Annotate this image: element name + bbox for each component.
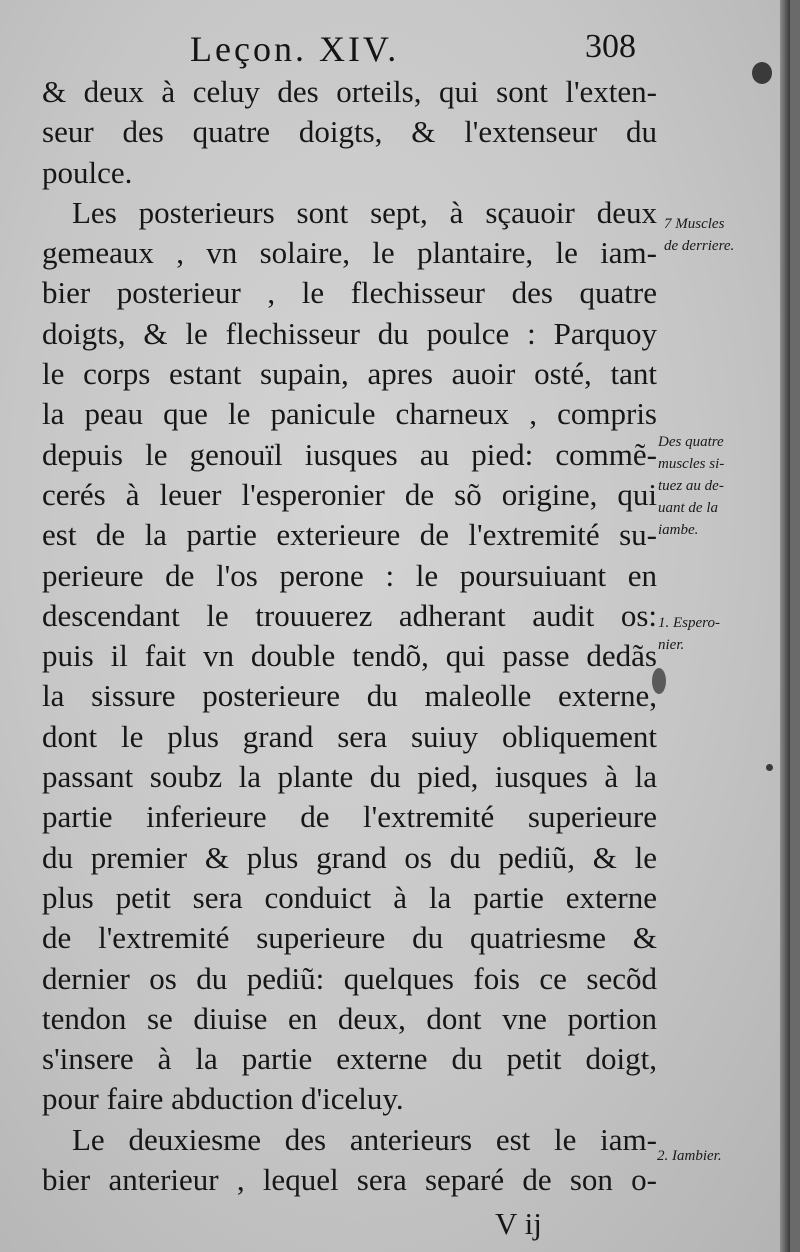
text-line: depuis le genouïl iusques au pied: commẽ- — [42, 436, 657, 472]
margin-note-line: 1. Espero- — [658, 615, 720, 631]
page-edge-shadow — [780, 0, 790, 1252]
margin-note-line: nier. — [658, 637, 685, 653]
margin-note-line: tuez au de- — [658, 478, 724, 494]
margin-note-line: 2. Iambier. — [657, 1148, 722, 1164]
text-line: s'insere à la partie externe du petit doigt, — [42, 1041, 657, 1077]
margin-note-iambier — [657, 1145, 722, 1167]
margin-note-line: muscles si- — [658, 456, 725, 472]
text-line: poulce. — [42, 154, 133, 190]
margin-note-line: iambe. — [658, 522, 699, 538]
text-line: cerés à leuer l'esperonier de sõ origine, qui — [42, 476, 657, 512]
text-line: perieure de l'os perone : le poursuiuant en — [42, 557, 657, 593]
text-line: pour faire abduction d'iceluy. — [42, 1081, 404, 1117]
page-number: 308 — [585, 28, 636, 65]
text-line: plus petit sera conduict à la partie externe — [42, 879, 657, 915]
text-line: du premier & plus grand os du pediũ, & le — [42, 839, 657, 875]
text-line: seur des quatre doigts, & l'extenseur du — [42, 114, 657, 150]
text-line: gemeaux , vn solaire, le plantaire, le iam- — [42, 235, 657, 271]
text-line: tendon se diuise en deux, dont vne portion — [42, 1000, 657, 1036]
margin-note-line: 7 Muscles — [664, 216, 725, 232]
text-line: est de la partie exterieure de l'extremité su- — [42, 517, 657, 553]
text-line: Le deuxiesme des anterieurs est le iam- — [72, 1121, 657, 1157]
text-line: descendant le trouuerez adherant audit os: — [42, 597, 657, 633]
running-head: Leçon. XIV. — [190, 29, 400, 69]
margin-note-muscles-behind — [664, 213, 734, 257]
text-line: Les posterieurs sont sept, à sçauoir deux — [72, 194, 657, 230]
text-line: bier anterieur , lequel sera separé de son o- — [42, 1162, 657, 1198]
text-line: puis il fait vn double tendõ, qui passe dedãs — [42, 638, 657, 674]
text-line: la sissure posterieure du maleolle externe, — [42, 678, 657, 714]
text-line: passant soubz la plante du pied, iusques à la — [42, 759, 657, 795]
body-text — [42, 72, 657, 1200]
text-line: dont le plus grand sera suiuy obliquement — [42, 718, 657, 754]
text-line: de l'extremité superieure du quatriesme & — [42, 920, 657, 956]
text-line: doigts, & le flechisseur du poulce : Parquoy — [42, 315, 657, 351]
margin-note-esperonier — [658, 612, 720, 656]
ink-spot — [766, 764, 773, 771]
text-line: partie inferieure de l'extremité superieure — [42, 799, 657, 835]
text-line: la peau que le panicule charneux , compris — [42, 396, 657, 432]
text-line: dernier os du pediũ: quelques fois ce secõd — [42, 960, 657, 996]
margin-note-line: uant de la — [658, 500, 718, 516]
signature-mark: V ij — [495, 1206, 542, 1241]
margin-note-four-front-muscles — [658, 431, 724, 541]
text-line: & deux à celuy des orteils, qui sont l'exten- — [42, 74, 657, 109]
margin-note-line: Des quatre — [658, 434, 724, 450]
text-line: le corps estant supain, apres auoir osté, tant — [42, 356, 657, 392]
margin-note-line: de derriere. — [664, 238, 735, 254]
text-line: bier posterieur , le flechisseur des quatre — [42, 275, 657, 311]
page-header — [0, 28, 790, 72]
